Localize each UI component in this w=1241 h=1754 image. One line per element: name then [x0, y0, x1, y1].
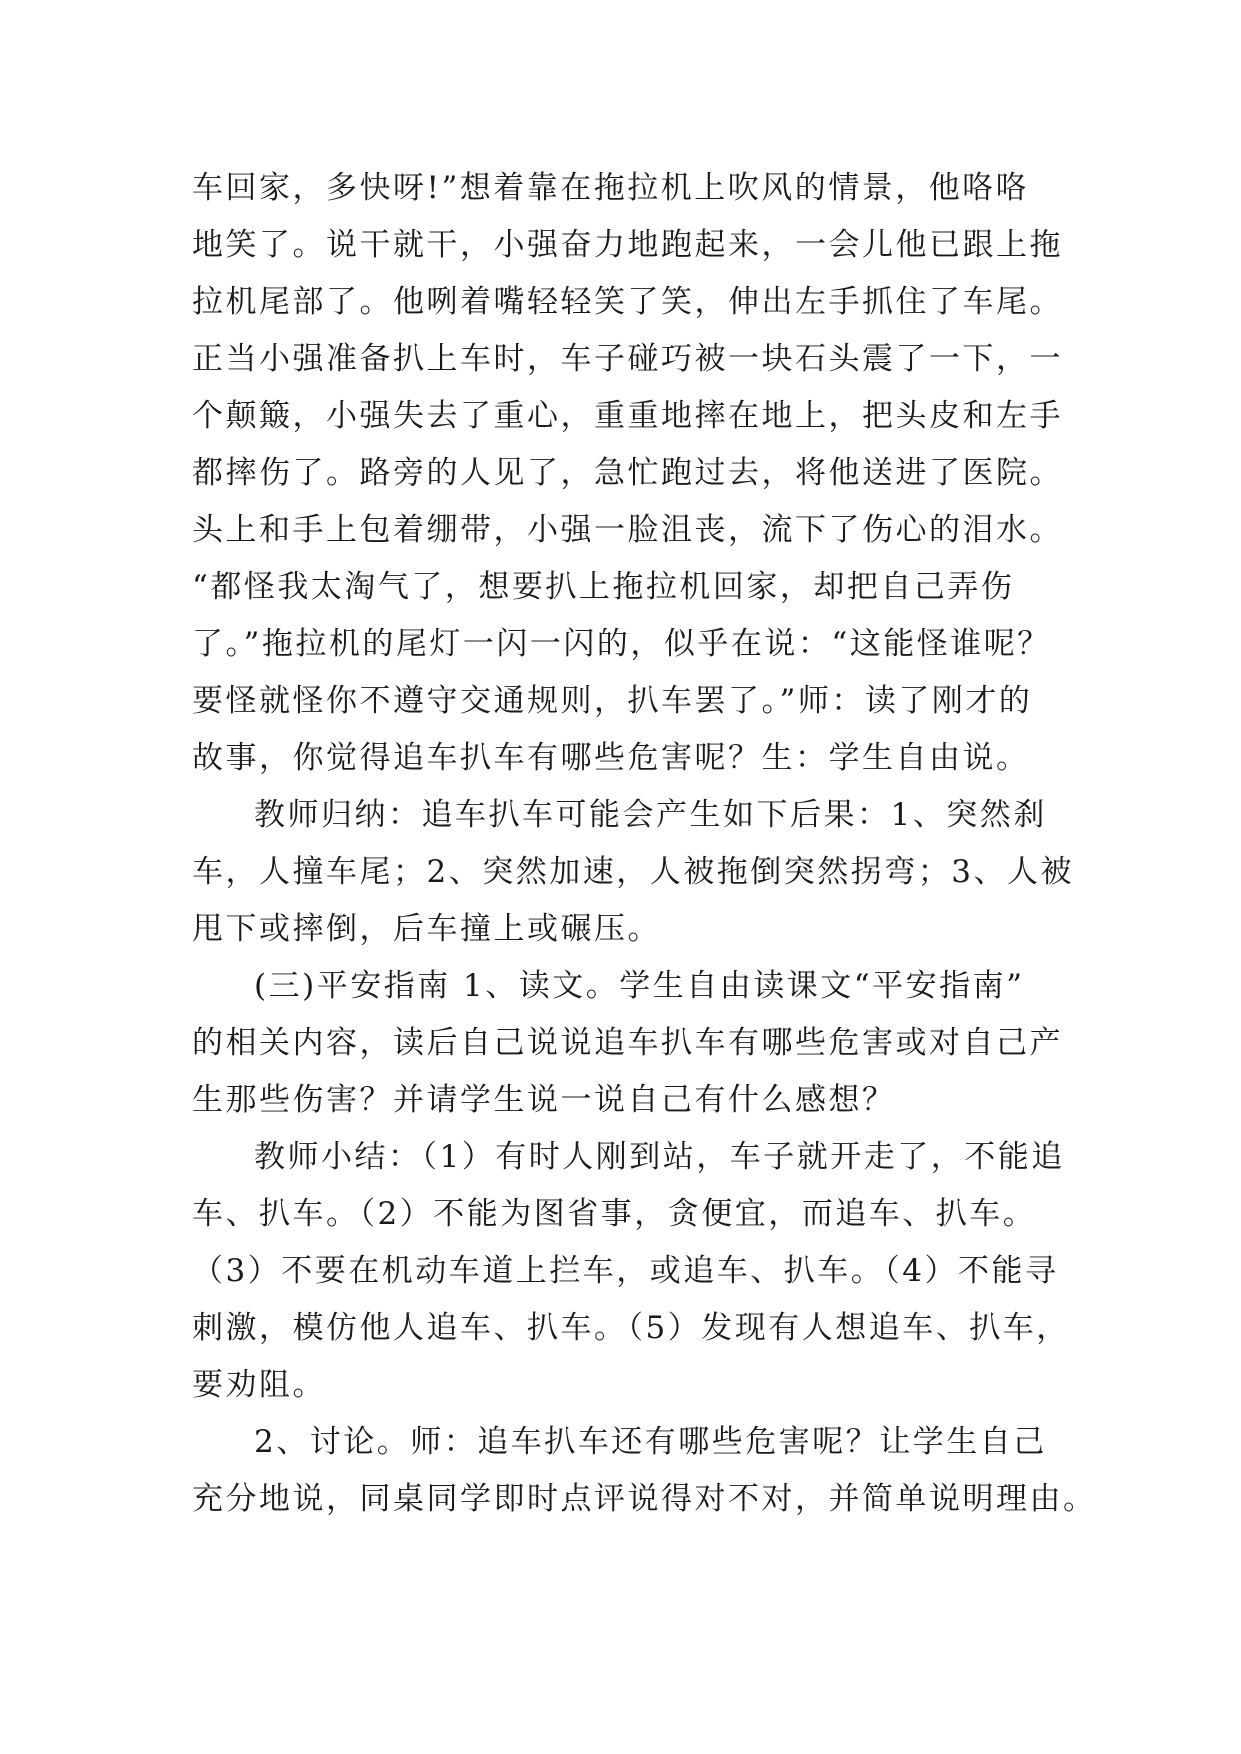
text-line: 了。”拖拉机的尾灯一闪一闪的，似乎在说：“这能怪谁呢？ [192, 626, 1051, 662]
text-line: 车回家，多快呀!”想着靠在拖拉机上吹风的情景，他咯咯 [192, 170, 1030, 206]
text-line: 要怪就怪你不遵守交通规则，扒车罢了。”师：读了刚才的 [192, 683, 1033, 719]
text-line: 故事，你觉得追车扒车有哪些危害呢？生：学生自由说。 [192, 740, 1030, 776]
text-line: 刺激，模仿他人追车、扒车。（5）发现有人想追车、扒车， [192, 1310, 1070, 1346]
text-line: （3）不要在机动车道上拦车，或追车、扒车。（4）不能寻 [192, 1253, 1059, 1289]
text-line: 都摔伤了。路旁的人见了，急忙跑过去，将他送进了医院。 [192, 455, 1063, 491]
paragraph-first-line: 2、讨论。师：追车扒车还有哪些危害呢？让学生自己 [254, 1424, 1047, 1460]
text-line: 地笑了。说干就干，小强奋力地跑起来，一会儿他已跟上拖 [192, 227, 1063, 263]
text-line: 车、扒车。（2）不能为图省事，贪便宜，而追车、扒车。 [192, 1196, 1037, 1232]
text-line: 车，人撞车尾；2、突然加速，人被拖倒突然拐弯；3、人被 [192, 854, 1074, 890]
paragraph-first-line: (三)平安指南 1、读文。学生自由读课文“平安指南” [254, 968, 1025, 1004]
text-line: 充分地说，同桌同学即时点评说得对不对，并简单说明理由。 [192, 1481, 1097, 1517]
text-line: “都怪我太淘气了，想要扒上拖拉机回家，却把自己弄伤 [192, 569, 1015, 605]
text-line: 甩下或摔倒，后车撞上或碾压。 [192, 911, 661, 947]
text-line: 生那些伤害？并请学生说一说自己有什么感想？ [192, 1082, 896, 1118]
text-line: 的相关内容，读后自己说说追车扒车有哪些危害或对自己产 [192, 1025, 1063, 1061]
paragraph-first-line: 教师小结：（1）有时人刚到站，车子就开走了，不能追 [254, 1139, 1065, 1175]
text-line: 头上和手上包着绷带，小强一脸沮丧，流下了伤心的泪水。 [192, 512, 1063, 548]
text-line: 要劝阻。 [192, 1367, 326, 1403]
text-line: 个颠簸，小强失去了重心，重重地摔在地上，把头皮和左手 [192, 398, 1063, 434]
text-line: 正当小强准备扒上车时，车子碰巧被一块石头震了一下，一 [192, 341, 1063, 377]
paragraph-first-line: 教师归纳：追车扒车可能会产生如下后果：1、突然刹 [254, 797, 1047, 833]
document-body [192, 160, 1097, 1528]
text-line: 拉机尾部了。他咧着嘴轻轻笑了笑，伸出左手抓住了车尾。 [192, 284, 1063, 320]
